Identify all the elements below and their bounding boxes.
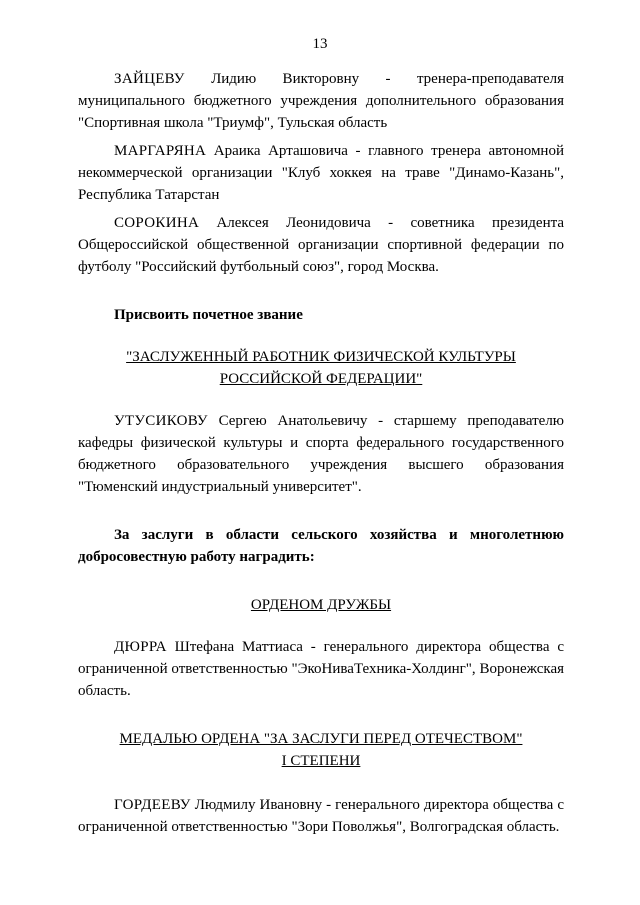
medal-order-heading-line1: МЕДАЛЬЮ ОРДЕНА "ЗА ЗАСЛУГИ ПЕРЕД ОТЕЧЕСТВОМ" <box>119 731 523 747</box>
order-friendship-heading: ОРДЕНОМ ДРУЖБЫ <box>250 597 392 613</box>
awardee-paragraph <box>78 794 564 838</box>
awardee-details: Людмилу Ивановну - генерального директора общества с ограниченной ответственностью "Зори Поволжья", Волгоградская область. <box>78 797 565 835</box>
awardee-surname: ДЮРРА <box>114 639 167 655</box>
decree-body <box>78 68 564 844</box>
awardee-details: Алексея Леонидовича - советника президента Общероссийской общественной организации спортивной федерации по футболу "Российский футбольный союз", город Москва. <box>78 215 564 275</box>
honorary-title-line1: "ЗАСЛУЖЕННЫЙ РАБОТНИК ФИЗИЧЕСКОЙ КУЛЬТУРЫ <box>126 349 516 365</box>
awardee-surname: СОРОКИНА <box>114 215 200 231</box>
honorary-title-line2: РОССИЙСКОЙ ФЕДЕРАЦИИ" <box>219 371 423 387</box>
awardee-surname: ЗАЙЦЕВУ <box>114 71 185 87</box>
medal-order-heading <box>78 728 564 772</box>
agriculture-intro: За заслуги в области сельского хозяйства и многолетнюю добросовестную работу наградить: <box>78 527 564 565</box>
honorary-title-heading <box>78 346 564 390</box>
awardee-paragraph <box>78 212 564 278</box>
awardee-paragraph <box>78 636 564 702</box>
awardee-surname: УТУСИКОВУ <box>114 413 208 429</box>
awardee-surname: МАРГАРЯНА <box>114 143 207 159</box>
awardee-details: Сергею Анатольевичу - старшему преподавателю кафедры физической культуры и спорта федерального государственного бюджетного образовательного учреждения высшего образования "Тюменский индустриальный университет". <box>78 413 565 495</box>
awardee-surname: ГОРДЕЕВУ <box>114 797 191 813</box>
directive-title: Присвоить почетное звание <box>114 307 303 323</box>
awardee-paragraph <box>78 140 564 206</box>
medal-order-heading-line2: I СТЕПЕНИ <box>281 753 361 769</box>
page-number: 13 <box>312 36 328 52</box>
awardee-details: Лидию Викторовну - тренера-преподавателя муниципального бюджетного учреждения дополнительного образования "Спортивная школа "Триумф", Тульская область <box>78 71 564 131</box>
awardee-details: Араика Арташовича - главного тренера автономной некоммерческой организации "Клуб хоккея на траве "Динамо-Казань", Республика Татарстан <box>78 143 564 203</box>
awardee-details: Штефана Маттиаса - генерального директора общества с ограниченной ответственностью "ЭкоНиваТехника-Холдинг", Воронежская область. <box>78 639 564 699</box>
awardee-paragraph <box>78 68 564 134</box>
awardee-paragraph <box>78 410 564 498</box>
